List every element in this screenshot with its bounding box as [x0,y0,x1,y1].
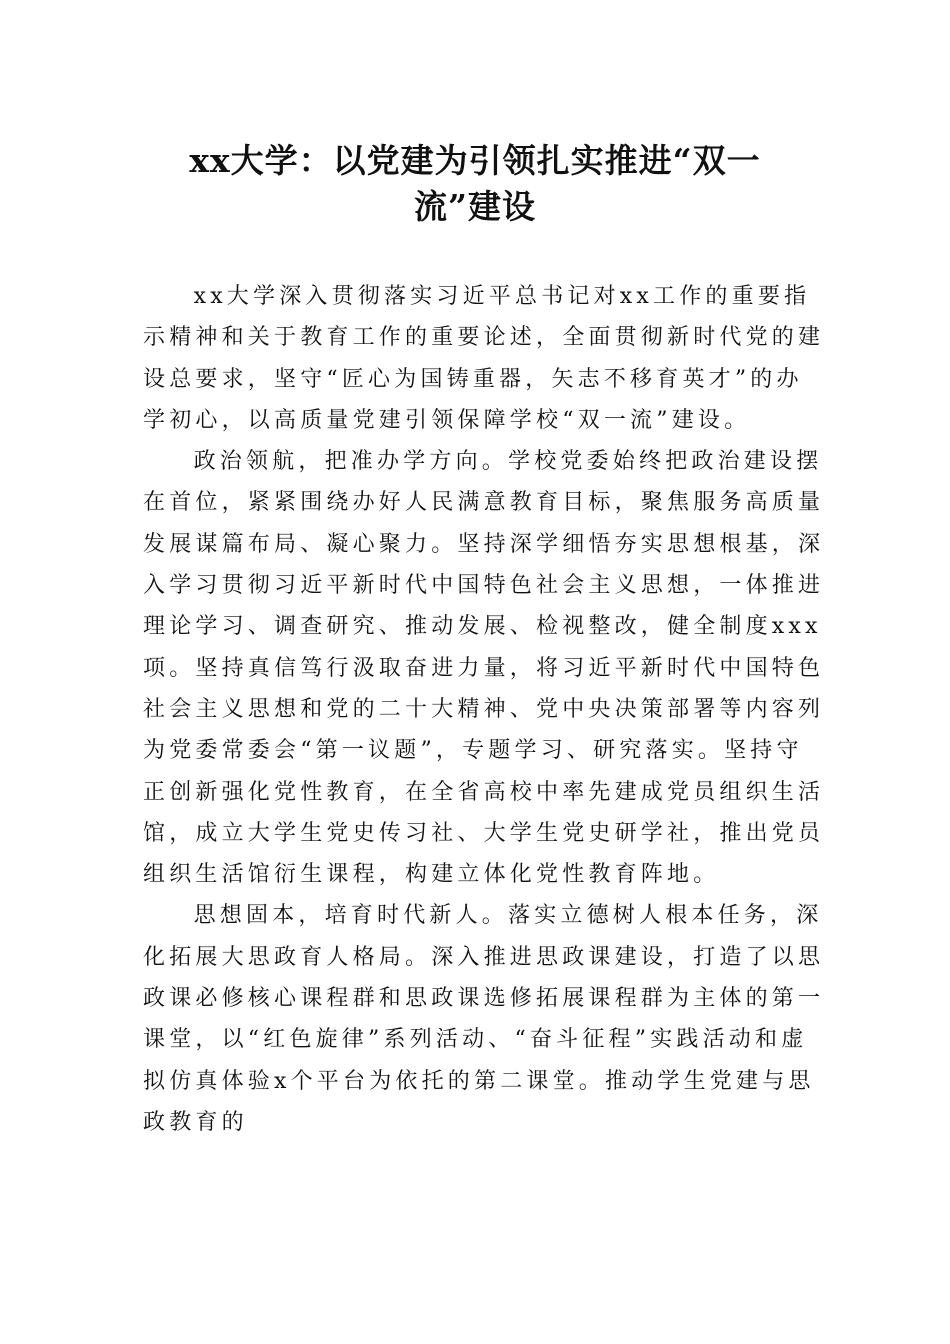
document-title [150,138,800,230]
title-line-1: xx大学：以党建为引领扎实推进“双一 [189,141,761,180]
paragraph-political-leadership: 政治领航，把准办学方向。学校党委始终把政治建设摆在首位，紧紧围绕办好人民满意教育目标，聚焦服务高质量发展谋篇布局、凝心聚力。坚持深学细悟夯实思想根基，深入学习贯彻习近平新时代中国特色社会主义思想，一体推进理论学习、调查研究、推动发展、检视整改，健全制度xxx项。坚持真信笃行汲取奋进力量，将习近平新时代中国特色社会主义思想和党的二十大精神、党中央决策部署等内容列为党委常委会“第一议题”，专题学习、研究落实。坚持守正创新强化党性教育，在全省高校中率先建成党员组织生活馆，成立大学生党史传习社、大学生党史研学社，推出党员组织生活馆衍生课程，构建立体化党性教育阵地。 [143,449,825,888]
paragraph-intro: xx大学深入贯彻落实习近平总书记对xx工作的重要指示精神和关于教育工作的重要论述，全面贯彻新时代党的建设总要求，坚守“匠心为国铸重器，矢志不移育英才”的办学初心，以高质量党建引领保障学校“双一流”建设。 [143,284,825,433]
title-line-2: 流”建设 [414,187,536,226]
document-body [143,276,825,1143]
paragraph-ideological-foundation: 思想固本，培育时代新人。落实立德树人根本任务，深化拓展大思政育人格局。深入推进思政课建设，打造了以思政课必修核心课程群和思政课选修拓展课程群为主体的第一课堂，以“红色旋律”系列活动、“奋斗征程”实践活动和虚拟仿真体验x个平台为依托的第二课堂。推动学生党建与思政教育的 [143,903,825,1135]
